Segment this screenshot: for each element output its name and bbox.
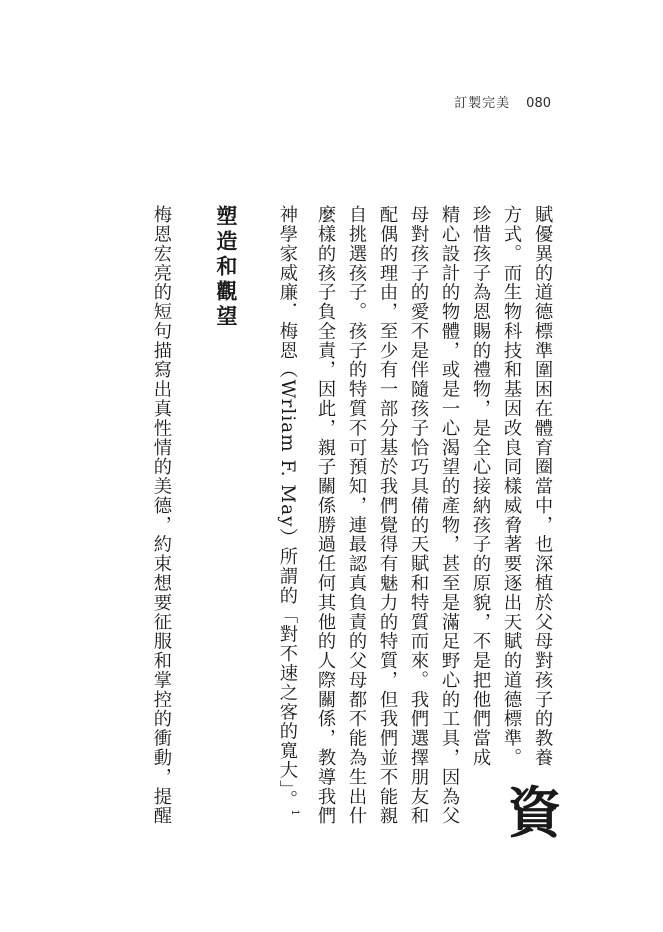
- vertical-text-body: [98, 205, 563, 840]
- paragraph-2: 梅恩宏亮的短句描寫出真性情的美德，約束想要征服和掌控的衝動，提醒: [150, 205, 172, 826]
- paragraph-1-text: 賦優異的道德標準圍困在體育圈當中，也深植於父母對孩子的教養方式。而生物科技和基因改良同樣威脅著要逐出天賦的道德標準。珍惜孩子為恩賜的禮物，是全心接納孩子的原貌，不是把他們當成精心設計的物體，或是一心渴望的產物，甚至是滿足野心的工具，因為父母對孩子的愛不是伴隨孩子恰巧具備的天賦和特質而來。我們選擇朋友和配偶的理由，至少有一部分基於我們覺得有魅力的特質，但我們並不能親自挑選孩子。孩子的特質不可預知，連最認真負責的父母都不能為生出什麼樣的孩子負全責，因此，親子關係勝過任何其他的人際關係，教導我們神學家威廉．梅恩（Wrliam F. May）所謂的「對不速之客的寬大」。: [276, 205, 553, 826]
- page-number: 080: [526, 96, 551, 111]
- book-title: 訂製完美: [454, 96, 511, 111]
- drop-cap: 資: [499, 784, 563, 840]
- paragraph-1: [272, 205, 563, 840]
- section-heading: 塑造和觀望: [213, 205, 239, 330]
- footnote-marker: 1: [289, 809, 300, 817]
- running-header: [454, 92, 551, 111]
